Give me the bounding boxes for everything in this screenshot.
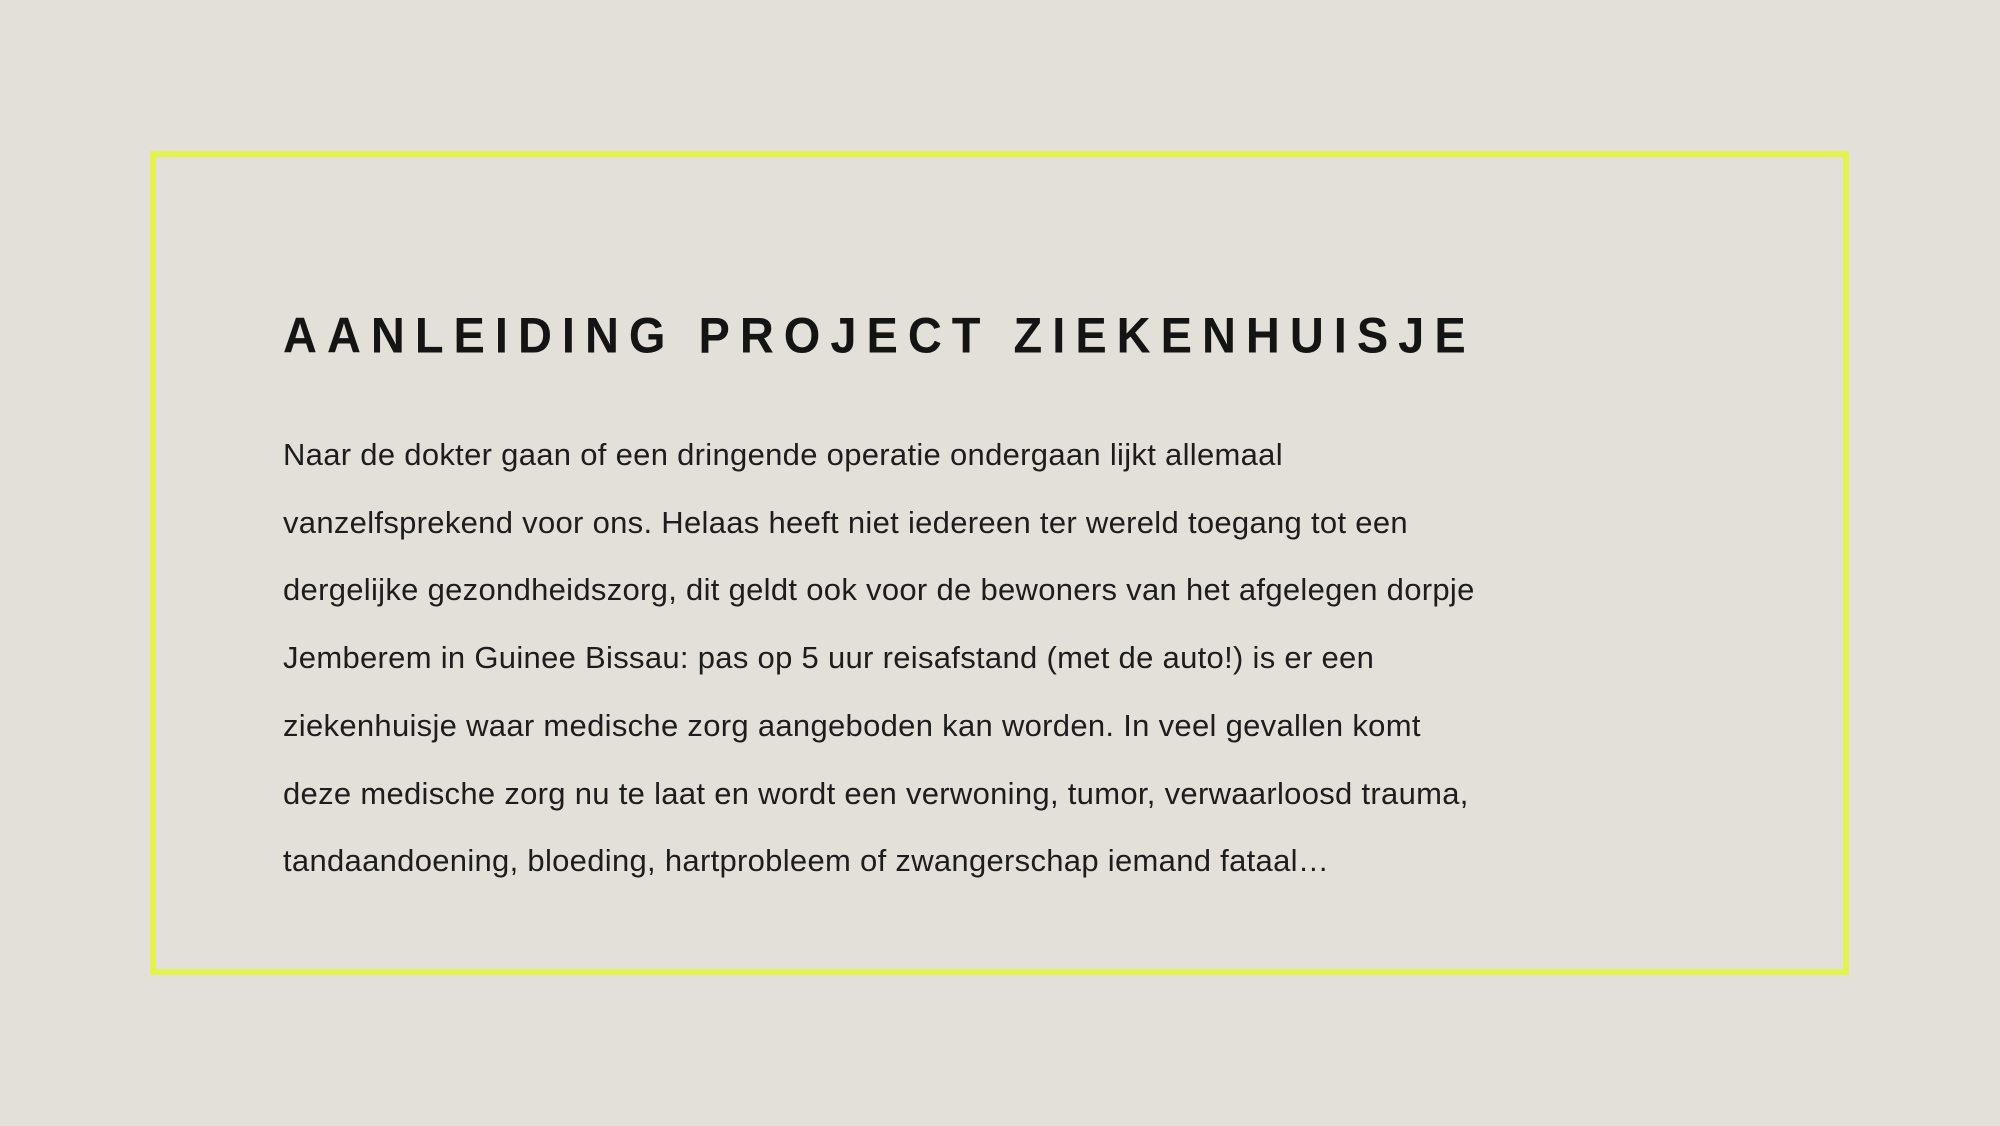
paragraph-line: deze medische zorg nu te laat en wordt een verwoning, tumor, verwaarloosd trauma, [283, 775, 1469, 811]
body-paragraph [283, 421, 1803, 895]
paragraph-line: tandaandoening, bloeding, hartprobleem of zwangerschap iemand fataal… [283, 843, 1330, 879]
paragraph-line: Jemberem in Guinee Bissau: pas op 5 uur reisafstand (met de auto!) is er een [283, 640, 1375, 676]
paragraph-line: ziekenhuisje waar medische zorg aangeboden kan worden. In veel gevallen komt [283, 707, 1421, 743]
slide-title: AANLEIDING PROJECT ZIEKENHUISJE [283, 306, 1476, 363]
content-frame [150, 151, 1849, 975]
paragraph-line: Naar de dokter gaan of een dringende operatie ondergaan lijkt allemaal [283, 437, 1283, 472]
paragraph-line: vanzelfsprekend voor ons. Helaas heeft niet iedereen ter wereld toegang tot een [283, 504, 1408, 540]
paragraph-line: dergelijke gezondheidszorg, dit geldt ook voor de bewoners van het afgelegen dorpje [283, 572, 1475, 608]
